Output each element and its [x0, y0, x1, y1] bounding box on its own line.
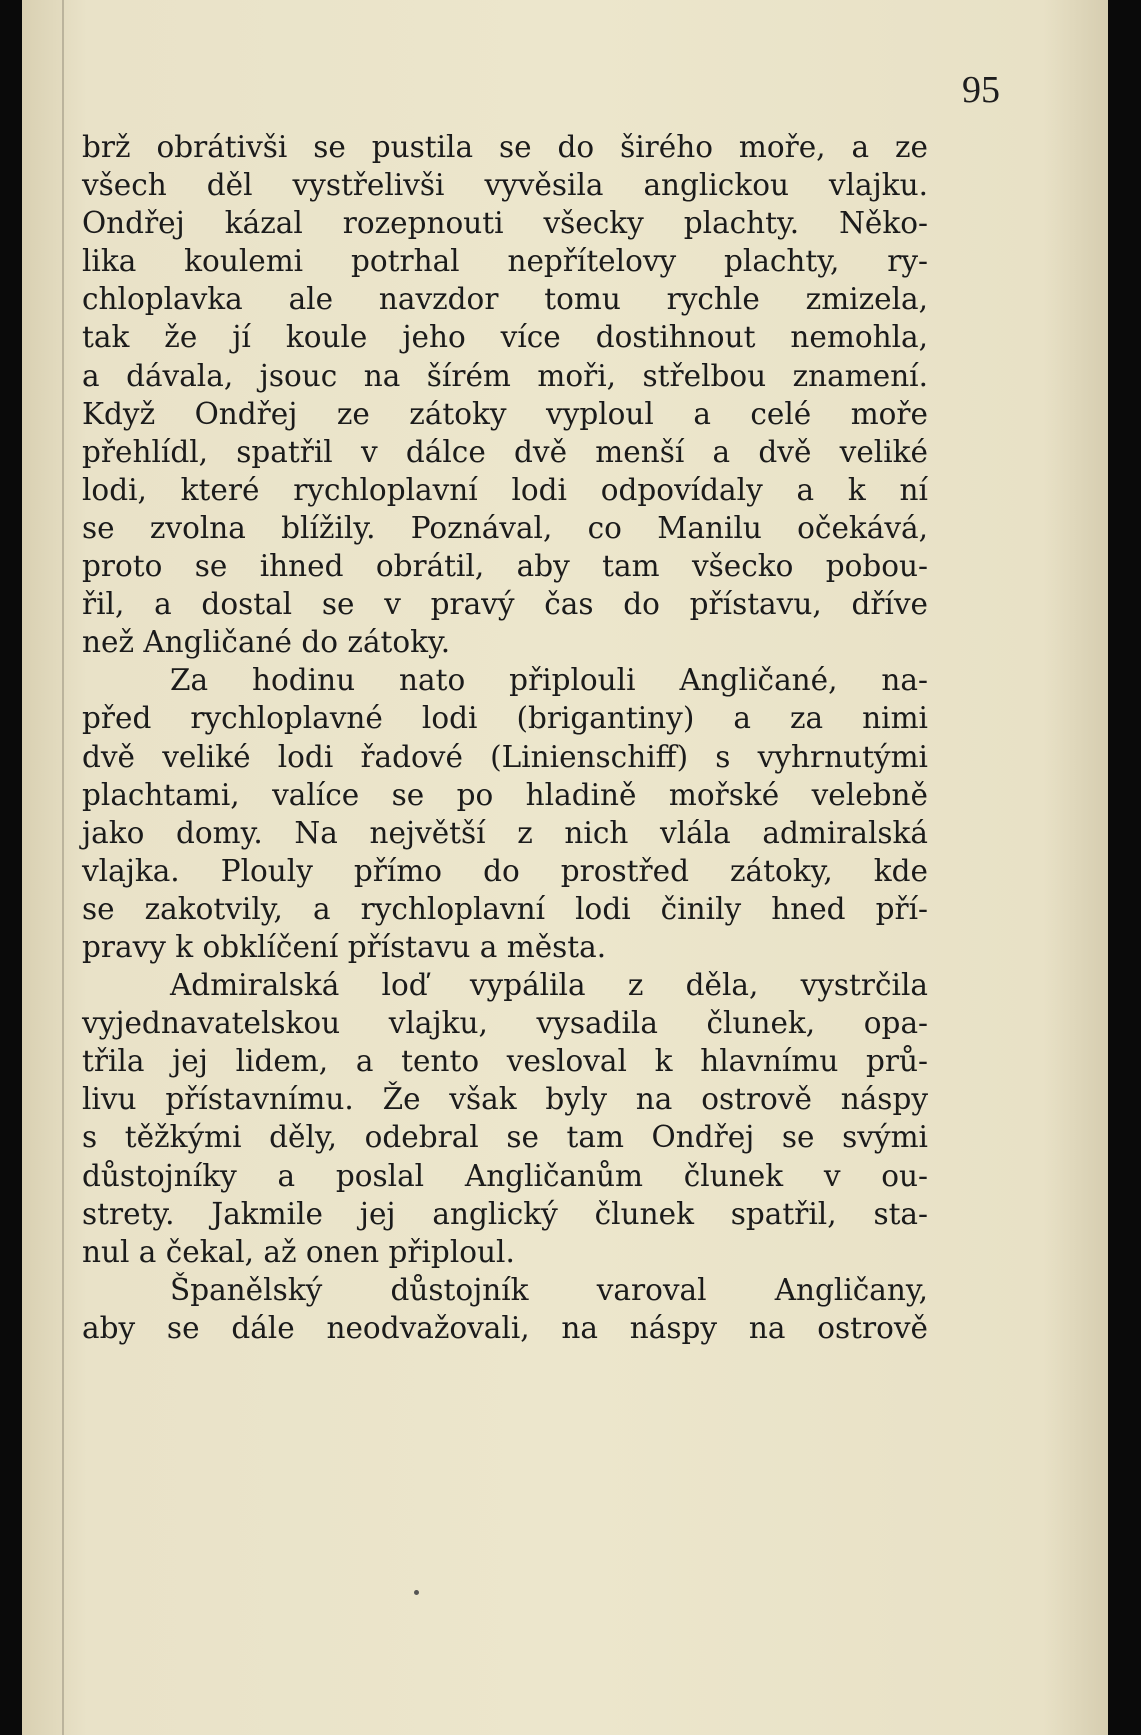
text-line: proto se ihned obrátil, aby tam všecko pobou- — [82, 549, 928, 584]
text-line: s těžkými děly, odebral se tam Ondřej se svými — [82, 1120, 928, 1155]
text-line: dvě veliké lodi řadové (Linienschiff) s vyhrnutými — [82, 739, 928, 774]
paper-speck — [414, 1590, 419, 1595]
text-line: lika koulemi potrhal nepřítelovy plachty, ry- — [82, 244, 928, 279]
text-line: tak že jí koule jeho více dostihnout nemohla, — [82, 320, 928, 355]
text-line: před rychloplavné lodi (brigantiny) a za nimi — [82, 701, 928, 736]
text-line: plachtami, valíce se po hladině mořské velebně — [82, 777, 928, 812]
text-line: brž obrátivši se pustila se do širého moře, a ze — [82, 130, 928, 164]
text-line: než Angličané do zátoky. — [82, 625, 451, 660]
book-page — [22, 0, 1108, 1735]
text-line: aby se dále neodvažovali, na náspy na ostrově — [82, 1310, 928, 1345]
text-line: Admiralská loď vypálila z děla, vystrčila — [170, 968, 928, 1003]
text-line: chloplavka ale navzdor tomu rychle zmizela, — [82, 282, 928, 317]
text-line: pravy k obklíčení přístavu a města. — [82, 929, 607, 964]
text-line: strety. Jakmile jej anglický člunek spatřil, sta- — [82, 1196, 928, 1231]
text-line: třila jej lidem, a tento vesloval k hlavnímu prů- — [82, 1044, 928, 1079]
text-line: řil, a dostal se v pravý čas do přístavu, dříve — [82, 587, 928, 622]
text-line: všech děl vystřelivši vyvěsila anglickou vlajku. — [82, 168, 928, 203]
binding-edge — [62, 0, 64, 1735]
text-line: Španělský důstojník varoval Angličany, — [170, 1272, 928, 1307]
text-line: Ondřej kázal rozepnouti všecky plachty. Něko- — [82, 206, 928, 241]
body-text — [82, 128, 928, 1347]
text-line: přehlídl, spatřil v dálce dvě menší a dvě veliké — [82, 434, 928, 469]
text-line: Když Ondřej ze zátoky vyploul a celé moře — [82, 396, 928, 431]
text-line: nul a čekal, až onen připloul. — [82, 1234, 515, 1269]
text-line: jako domy. Na největší z nich vlála admiralská — [82, 815, 928, 850]
text-line: lodi, které rychloplavní lodi odpovídaly a k ní — [82, 472, 928, 507]
text-line: livu přístavnímu. Že však byly na ostrově náspy — [82, 1082, 928, 1117]
text-line: Za hodinu nato připlouli Angličané, na- — [170, 663, 928, 698]
text-line: se zakotvily, a rychloplavní lodi činily hned pří- — [82, 891, 928, 926]
text-line: vyjednavatelskou vlajku, vysadila člunek, opa- — [82, 1006, 928, 1041]
page-number: 95 — [962, 69, 1000, 111]
text-line: důstojníky a poslal Angličanům člunek v ou- — [82, 1158, 928, 1193]
text-line: a dávala, jsouc na šírém moři, střelbou znamení. — [82, 358, 928, 393]
text-line: vlajka. Plouly přímo do prostřed zátoky, kde — [82, 853, 928, 888]
text-line: se zvolna blížily. Poznával, co Manilu očekává, — [82, 510, 928, 545]
